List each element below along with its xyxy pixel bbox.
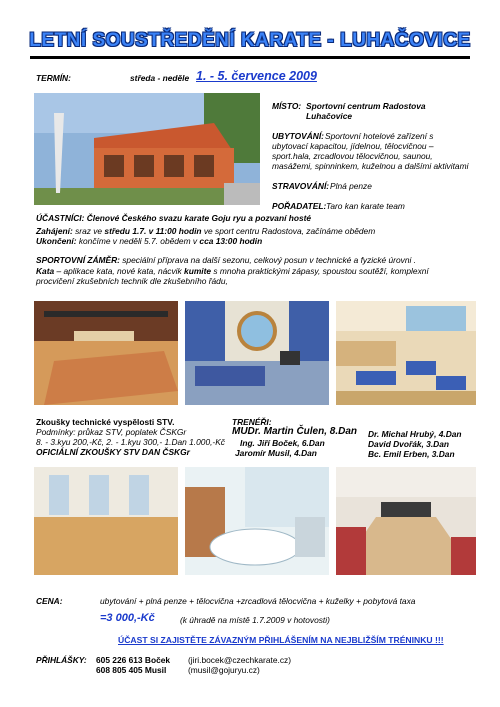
misto-label: MÍSTO:: [272, 101, 302, 111]
email-bocek[interactable]: (jiri.bocek@czechkarate.cz): [188, 655, 291, 665]
email-musil[interactable]: (musil@gojuryu.cz): [188, 665, 260, 675]
termin-dates: 1. - 5. července 2009: [196, 69, 317, 83]
ubytovani-line4: masážemi, spinninkem, kuželnou a dalšími aktivitami: [272, 161, 469, 171]
misto-line1: Sportovní centrum Radostova: [306, 101, 426, 111]
cena-items: ubytování + plná penze + tělocvična +zrcadlová tělocvična + kuželky + pobytová taxa: [100, 596, 416, 606]
ubytovani-line2: ubytovací kapacitou, jídelnou, tělocvičnou –: [272, 141, 434, 151]
dining-photo: [336, 301, 476, 405]
ukonceni-line: Ukončení: končíme v neděli 5.7. obědem v cca 13:00 hodin: [36, 236, 263, 246]
spa-photo: [185, 467, 329, 575]
poradatel-value: Taro kan karate team: [326, 201, 405, 211]
title-rule: [30, 56, 470, 59]
ubytovani-line1: Sportovní hotelové zařízení s: [325, 131, 434, 141]
mirror-gym-photo: [34, 467, 178, 575]
zkousky-line1: Podmínky: průkaz STV, poplatek ČSKGr: [36, 427, 187, 437]
trener-5: David Dvořák, 3.Dan: [368, 439, 449, 449]
stravovani-value: Plná penze: [330, 181, 372, 191]
poradatel-label: POŘADATEL:: [272, 201, 327, 211]
phone-bocek: 605 226 613 Boček: [96, 655, 171, 665]
trener-2: Ing. Jiří Boček, 6.Dan: [240, 438, 325, 448]
ubytovani-line3: sport.hala, zrcadlovou tělocvičnou, saunou,: [272, 151, 433, 161]
misto-line2: Luhačovice: [306, 111, 353, 121]
prihlasky-label: PŘIHLÁŠKY:: [36, 655, 87, 665]
trener-6: Bc. Emil Erben, 3.Dan: [368, 449, 455, 459]
zkousky-heading: Zkoušky technické vyspělosti STV.: [36, 417, 175, 427]
cena-note: (k úhradě na místě 1.7.2009 v hotovosti): [180, 615, 330, 625]
bowling-photo: [336, 467, 476, 575]
zamer-line2: Kata – aplikace kata, nové kata, nácvik kumite s mnoha praktickými zápasy, spoustou soutěží, komplexní: [36, 266, 429, 276]
page-title: LETNÍ SOUSTŘEDĚNÍ KARATE - LUHAČOVICE: [29, 30, 471, 51]
stravovani-label: STRAVOVÁNÍ:: [272, 181, 330, 191]
cena-label: CENA:: [36, 596, 63, 606]
building-photo: [34, 93, 260, 205]
termin-label: TERMÍN:: [36, 73, 71, 83]
trener-3: Jaromír Musil, 4.Dan: [235, 448, 317, 458]
zahajeni-line: Zahájení: sraz ve středu 1.7. v 11:00 hodin ve sport centru Radostova, začínáme obědem: [36, 226, 376, 236]
registration-notice: ÚČAST SI ZAJISTĚTE ZÁVAZNÝM PŘIHLÁŠENÍM NA NEJBLIŽŠÍM TRÉNINKU !!!: [118, 635, 444, 645]
treneri-heading: TRENÉŘI:: [232, 417, 272, 427]
room-photo: [185, 301, 329, 405]
gym-hall-photo: [34, 301, 178, 405]
zamer-line3: procvičení zkušebních technik dle zkušebního řádu,: [36, 276, 228, 286]
cena-price: =3 000,-Kč: [100, 612, 155, 624]
zamer-line1: SPORTOVNÍ ZÁMĚR: speciální příprava na další sezonu, celkový posun v technické a fyzické úrovni .: [36, 255, 416, 265]
ucastnici-label: ÚČASTNÍCI: Členové Českého svazu karate Goju ryu a pozvaní hosté: [36, 213, 312, 223]
zkousky-line3: OFICIÁLNÍ ZKOUŠKY STV DAN ČSKGr: [36, 447, 190, 457]
zkousky-line2: 8. - 3.kyu 200,-Kč, 2. - 1.kyu 300,- 1.Dan 1.000,-Kč: [36, 437, 225, 447]
termin-days: středa - neděle: [130, 73, 190, 83]
trener-1: MUDr. Martin Čulen, 8.Dan: [232, 426, 358, 437]
ubytovani-label: UBYTOVÁNÍ:: [272, 131, 324, 141]
trener-4: Dr. Michal Hrubý, 4.Dan: [368, 429, 462, 439]
phone-musil: 608 805 405 Musil: [96, 665, 167, 675]
